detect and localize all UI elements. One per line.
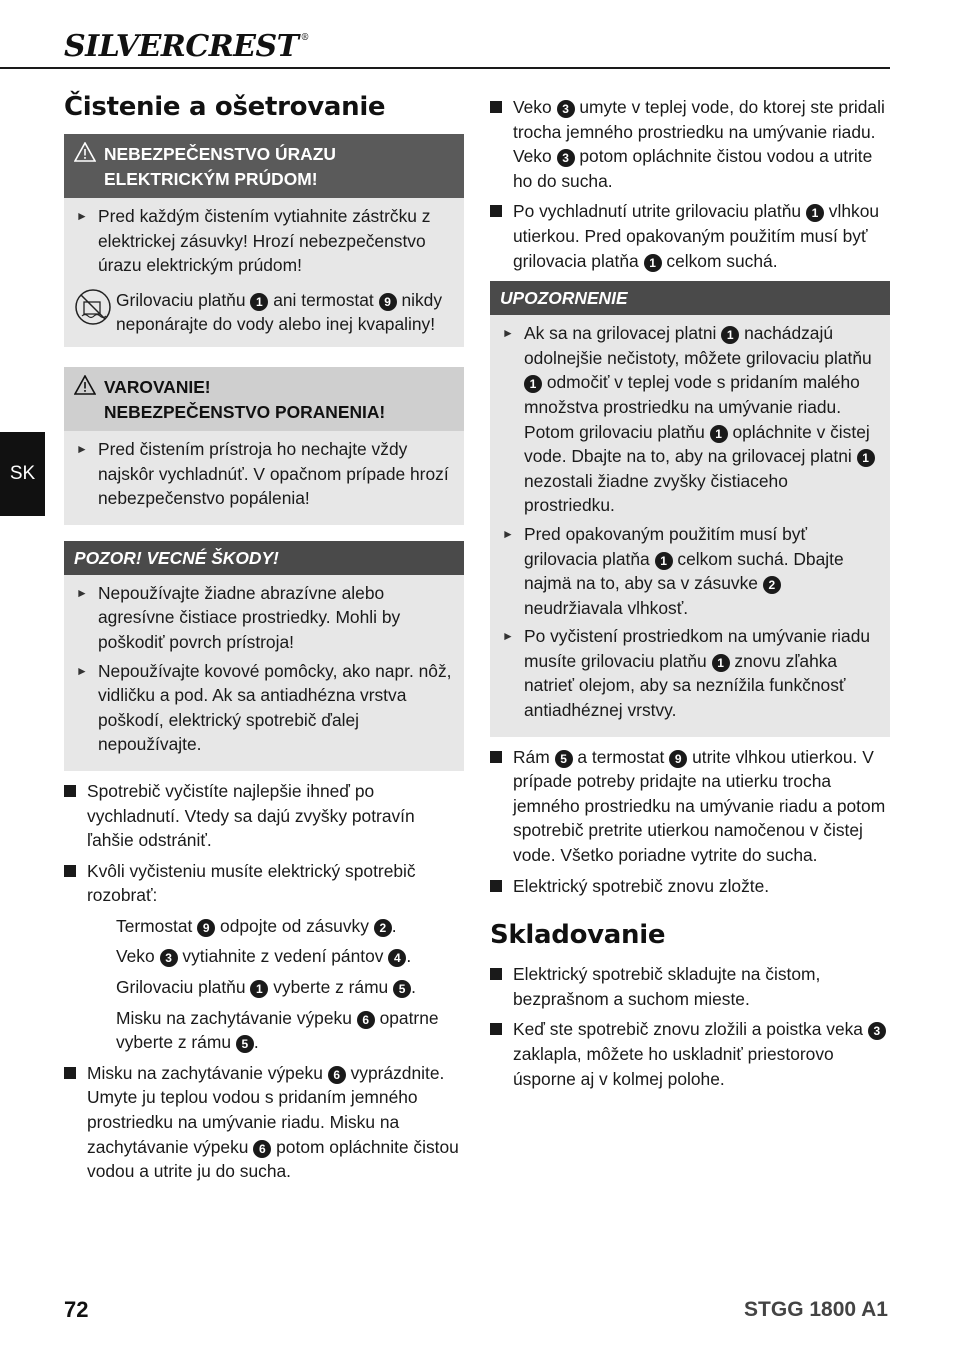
list-item: Spotrebič vyčistíte najlepšie ihneď po vychladnutí. Vtedy sa dajú zvyšky potravín ľahšie odstrániť. (64, 779, 464, 853)
arrow-bullet-icon: ► (76, 663, 88, 678)
square-bullet-icon (490, 745, 513, 868)
substep: Grilovaciu platňu 1 vyberte z rámu 5 . (116, 977, 416, 998)
section-title-storage: Skladovanie (490, 920, 666, 951)
list-item: ► Nepoužívajte kovové pomôcky, ako napr. nôž, vidličku a pod. Ak sa antiadhézna vrstva poškodí, elektrický spotrebič ďalej nepoužívajte. (74, 659, 454, 757)
square-bullet-icon (64, 859, 87, 908)
model-number: STGG 1800 A1 (744, 1298, 888, 1321)
list-item: Po vychladnutí utrite grilovaciu platňu 1 vlhkou utierkou. Pred opakovaným použitím musí byť grilovacia platňa 1 celkom suchá. (490, 199, 890, 273)
danger-box-electric (64, 134, 464, 347)
square-bullet-icon (490, 199, 513, 273)
list-item: ► Ak sa na grilovacej platni 1 nachádzajú odolnejšie nečistoty, môžete grilovaciu platňu 1 odmočiť v teplej vode s pridaním malého množstva prostriedku na umývanie riadu. Potom grilovaciu platňu 1 opláchnite v čistej vode. Dbajte na to, aby na grilovacej platni 1 nezostali žiadne zvyšky čistiaceho prostriedku. (500, 321, 880, 518)
square-bullet-icon (490, 1017, 513, 1091)
substep: Termostat 9 odpojte od zásuvky 2 . (116, 915, 397, 936)
danger-heading: NEBEZPEČENSTVO ÚRAZU ELEKTRICKÝM PRÚDOM! (104, 144, 336, 189)
note-heading: UPOZORNENIE (490, 281, 890, 315)
list-item: ► Pred opakovaným použitím musí byť grilovacia platňa 1 celkom suchá. Dbajte najmä na to, aby sa v zásuvke 2 neudržiavala vlhkosť. (500, 522, 880, 620)
header-rule (0, 67, 890, 69)
list-item: Elektrický spotrebič znovu zložte. (490, 874, 890, 899)
arrow-bullet-icon: ► (502, 326, 514, 341)
arrow-bullet-icon: ► (76, 585, 88, 600)
square-bullet-icon (490, 874, 513, 899)
warning-triangle-icon (74, 375, 104, 425)
arrow-bullet-icon: ► (76, 209, 88, 223)
substep: Veko 3 vytiahnite z vedení pántov 4 . (116, 946, 412, 967)
warning-triangle-icon (74, 142, 104, 192)
page-number: 72 (64, 1297, 89, 1322)
arrow-bullet-icon: ► (502, 526, 514, 541)
caution-box-damage (64, 541, 464, 771)
note-box (490, 281, 890, 737)
square-bullet-icon (64, 1061, 87, 1184)
language-tab: SK (0, 432, 45, 516)
square-bullet-icon (64, 779, 87, 853)
square-bullet-icon (490, 962, 513, 1011)
list-item: ► Nepoužívajte žiadne abrazívne alebo agresívne čistiace prostriedky. Mohli by poškodiť povrch prístroja! (74, 581, 454, 655)
list-item: Veko 3 umyte v teplej vode, do ktorej ste pridali trocha jemného prostriedku na umývanie riadu. Veko 3 potom opláchnite čistou vodou a utrite ho do sucha. (490, 95, 890, 193)
warning-box-injury: VAROVANIE! NEBEZPEČENSTVO PORANENIA! ► Pred čistením prístroja ho nechajte vždy najskôr vychladnúť. V opačnom prípade hrozí nebezpečenstvo popálenia! (64, 367, 464, 525)
square-bullet-icon (490, 95, 513, 193)
list-item: ► Pred čistením prístroja ho nechajte vždy najskôr vychladnúť. V opačnom prípade hrozí nebezpečenstvo popálenia! (74, 437, 454, 511)
silvercrest-logo: SILVERCREST ® (64, 29, 309, 64)
list-item: Elektrický spotrebič skladujte na čistom, bezprašnom a suchom mieste. (490, 962, 890, 1011)
caution-heading: POZOR! VECNÉ ŠKODY! (64, 541, 464, 575)
warning-heading: VAROVANIE! (104, 376, 211, 397)
list-item: Keď ste spotrebič znovu zložili a poistka veka 3 zaklapla, môžete ho uskladniť priestorovo úsporne aj v kolmej polohe. (490, 1017, 890, 1091)
no-immersion-icon (74, 288, 116, 337)
list-item: ► Po vyčistení prostriedkom na umývanie riadu musíte grilovaciu platňu 1 znovu zľahka natrieť olejom, aby sa neznížila funkčnosť antiadhéznej vrstvy. (500, 624, 880, 722)
no-immersion-note: Grilovaciu platňu 1 ani termostat 9 nikdy neponárajte do vody alebo inej kvapaliny! (74, 288, 454, 337)
arrow-bullet-icon: ► (76, 441, 88, 456)
list-item: Rám 5 a termostat 9 utrite vlhkou utierkou. V prípade potreby pridajte na utierku trocha jemného prostriedku na umývanie riadu a potom spotrebič pretrite utierkou namočenou v čistej vode. Všetko poriadne vytrite do sucha. (490, 745, 890, 868)
substep: Misku na zachytávanie výpeku 6 opatrne vyberte z rámu 5 . (116, 1007, 439, 1053)
arrow-bullet-icon: ► (502, 629, 514, 644)
section-title-cleaning: Čistenie a ošetrovanie (64, 92, 386, 122)
list-item: Misku na zachytávanie výpeku 6 vyprázdnite. Umyte ju teplou vodou s pridaním jemného prostriedku na umývanie riadu. Misku na zachytávanie výpeku 6 potom opláchnite čistou vodou a utrite ju do sucha. (64, 1061, 464, 1184)
left-column (64, 90, 464, 1184)
list-item: ► Pred každým čistením vytiahnite zástrčku z elektrickej zásuvky! Hrozí nebezpečenstvo úrazu elektrickým prúdom! (74, 204, 454, 278)
right-column (490, 95, 890, 1091)
list-item: Kvôli vyčisteniu musíte elektrický spotrebič rozobrať: (64, 859, 464, 908)
